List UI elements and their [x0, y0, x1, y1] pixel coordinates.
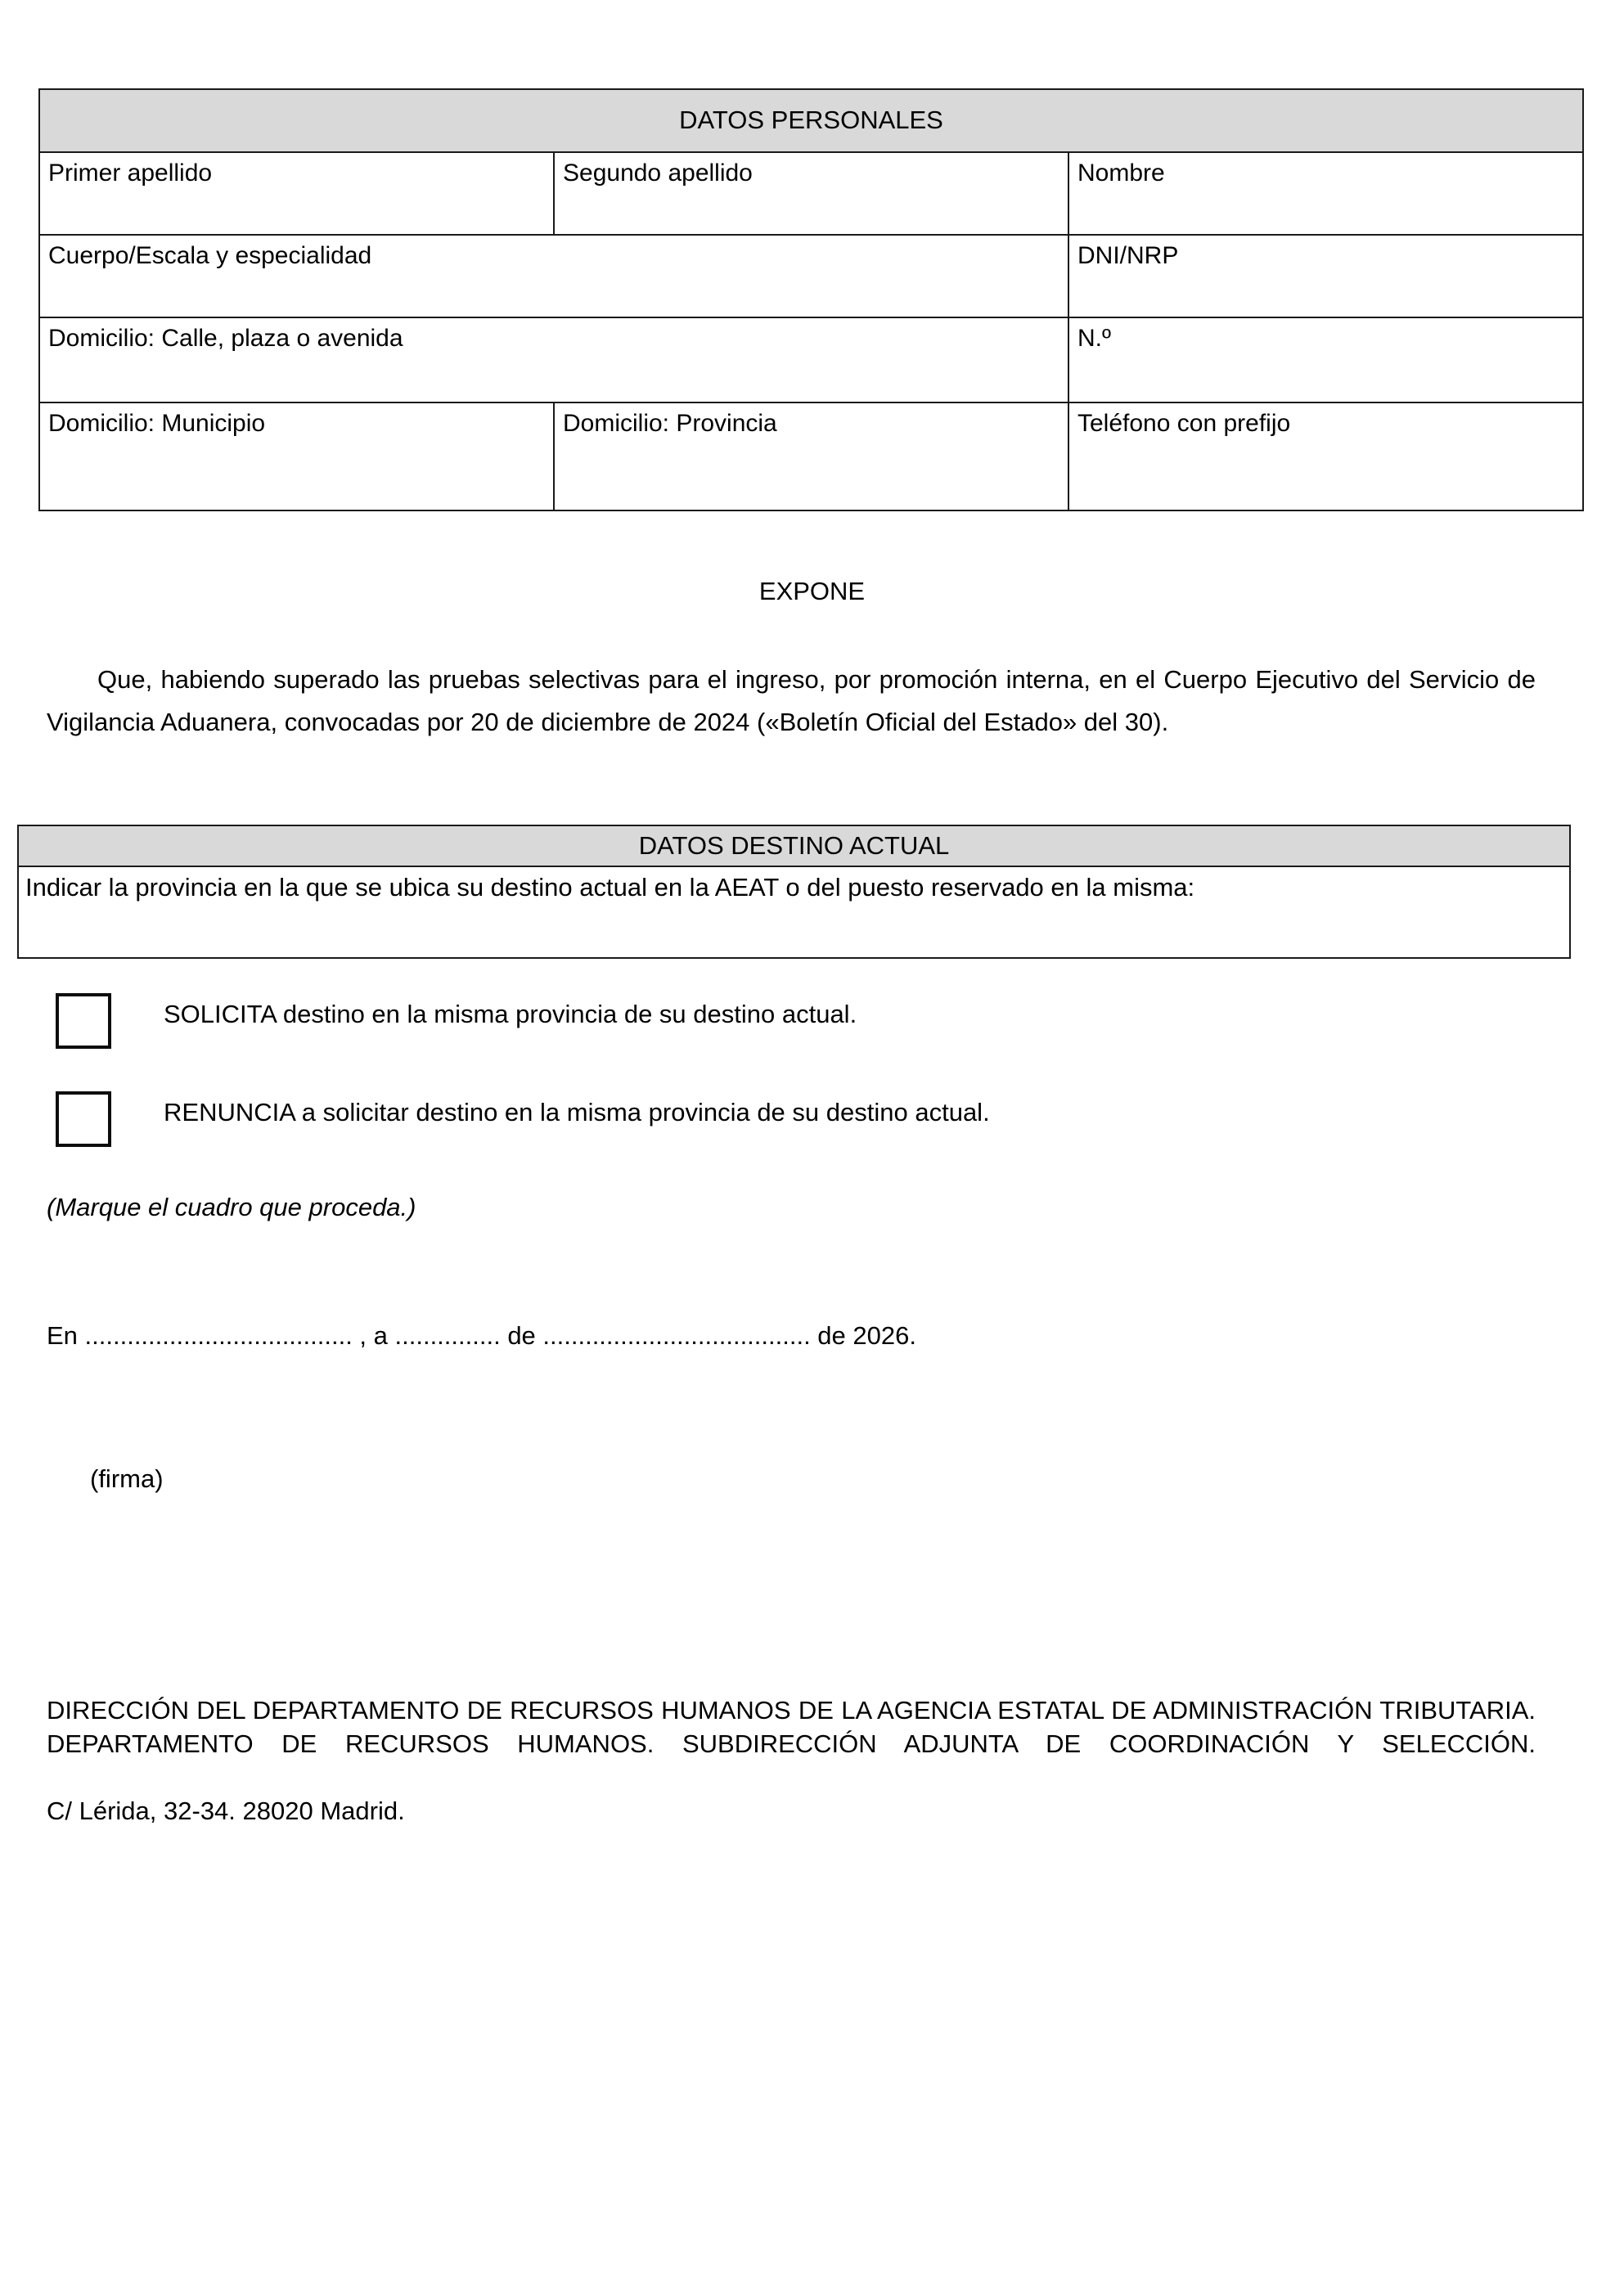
- field-numero[interactable]: N.º: [1068, 317, 1583, 402]
- datos-destino-actual-box: [17, 825, 1571, 959]
- field-domicilio-calle[interactable]: Domicilio: Calle, plaza o avenida: [39, 317, 1068, 402]
- footer-direction-text: DIRECCIÓN DEL DEPARTAMENTO DE RECURSOS HUMANOS DE LA AGENCIA ESTATAL DE ADMINISTRACIÓN TRIBUTARIA. DEPARTAMENTO DE RECURSOS HUMANOS. SUBDIRECCIÓN ADJUNTA DE COORDINACIÓN Y SELECCIÓN.: [47, 1696, 1536, 1758]
- field-cuerpo-escala-especialidad[interactable]: Cuerpo/Escala y especialidad: [39, 235, 1068, 317]
- table-row: [39, 235, 1583, 317]
- footer-street-text: C/ Lérida, 32-34. 28020 Madrid.: [47, 1797, 405, 1825]
- field-nombre[interactable]: Nombre: [1068, 152, 1583, 235]
- expone-heading: EXPONE: [758, 577, 866, 605]
- option-renuncia-row: [0, 1086, 1624, 1152]
- expone-paragraph: Que, habiendo superado las pruebas selectivas para el ingreso, por promoción interna, en el Cuerpo Ejecutivo del Servicio de Vigilancia Aduanera, convocadas por 20 de diciembre de 2024 («Boletín Oficial del Estado» del 30).: [47, 665, 1536, 736]
- option-renuncia-label: RENUNCIA a solicitar destino en la misma provincia de su destino actual.: [164, 1098, 990, 1127]
- table-row: [39, 317, 1583, 402]
- table-row: [39, 152, 1583, 235]
- datos-destino-band-title: DATOS DESTINO ACTUAL: [19, 826, 1569, 867]
- datos-personales-band-title: DATOS PERSONALES: [39, 89, 1583, 152]
- field-telefono-con-prefijo[interactable]: Teléfono con prefijo: [1068, 402, 1583, 510]
- footer-address-block: [47, 1693, 1536, 1828]
- option-solicita-row: [0, 988, 1624, 1054]
- date-place-line[interactable]: En ...................................... , a ............... de ...................................... de 2026.: [47, 1321, 916, 1350]
- table-row: [39, 402, 1583, 510]
- field-domicilio-provincia[interactable]: Domicilio: Provincia: [554, 402, 1068, 510]
- option-solicita-label: SOLICITA destino en la misma provincia de su destino actual.: [164, 1000, 857, 1028]
- datos-personales-table: [38, 88, 1584, 511]
- field-domicilio-municipio[interactable]: Domicilio: Municipio: [39, 402, 554, 510]
- field-segundo-apellido[interactable]: Segundo apellido: [554, 152, 1068, 235]
- field-dni-nrp[interactable]: DNI/NRP: [1068, 235, 1583, 317]
- checkbox-solicita[interactable]: [56, 993, 111, 1049]
- checkbox-renuncia[interactable]: [56, 1091, 111, 1147]
- signature-label: (firma): [90, 1464, 164, 1493]
- table-band-row: [39, 89, 1583, 152]
- field-primer-apellido[interactable]: Primer apellido: [39, 152, 554, 235]
- destino-provincia-input-area[interactable]: Indicar la provincia en la que se ubica su destino actual en la AEAT o del puesto reservado en la misma:: [25, 873, 1195, 902]
- marque-cuadro-note: (Marque el cuadro que proceda.): [47, 1193, 416, 1221]
